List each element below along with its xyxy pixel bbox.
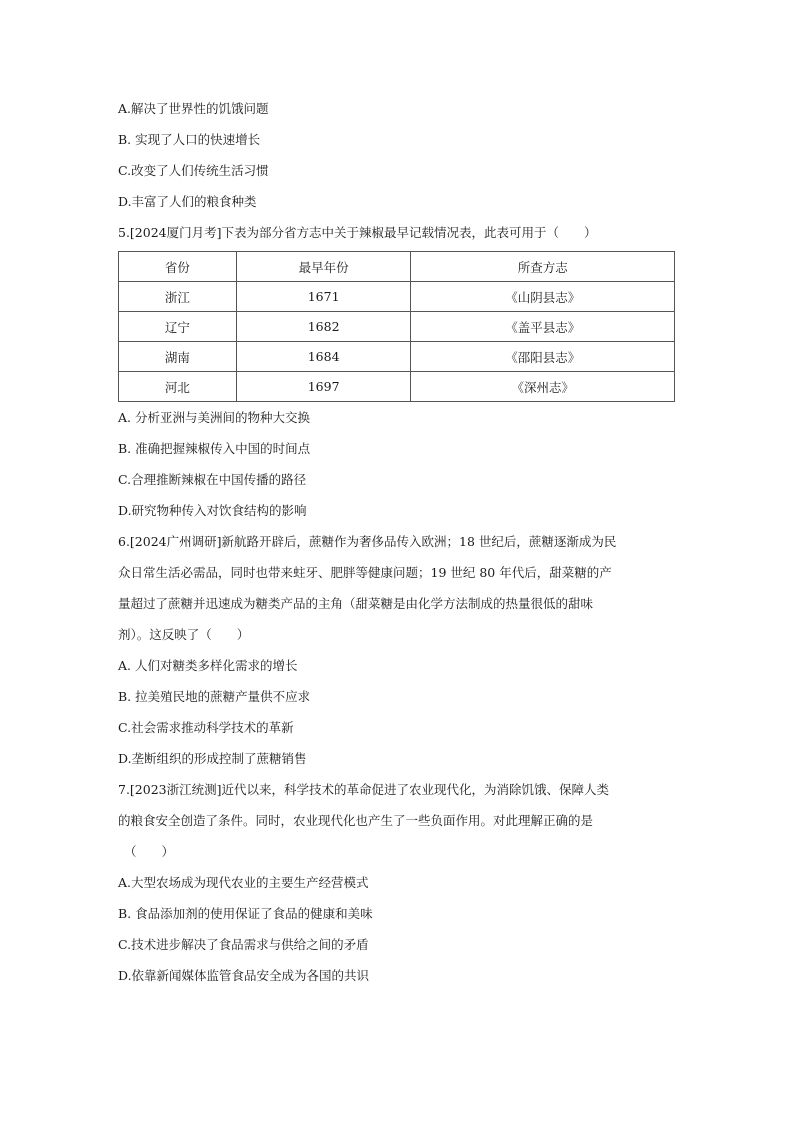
- q5-choice-d: D.研究物种传入对饮食结构的影响: [118, 503, 307, 518]
- table-cell: 浙江: [119, 282, 237, 312]
- q7-choice-c: C.技术进步解决了食品需求与供给之间的矛盾: [118, 937, 369, 952]
- q7-choice-a: A.大型农场成为现代农业的主要生产经营模式: [118, 875, 369, 890]
- table-cell: 湖南: [119, 342, 237, 372]
- table-header-row: [119, 252, 675, 282]
- table-cell: 1697: [236, 372, 411, 402]
- q6-choice-d: D.垄断组织的形成控制了蔗糖销售: [118, 751, 307, 766]
- q7-stem-line-1: 7.[2023浙江统测]近代以来，科学技术的革命促进了农业现代化，为消除饥饿、保障人类: [118, 782, 609, 797]
- q6-choice-c: C.社会需求推动科学技术的革新: [118, 720, 294, 735]
- q7-stem-line-3: （ ）: [124, 844, 175, 859]
- table-header: 所查方志: [411, 252, 675, 282]
- q6-stem-line-3: 量超过了蔗糖并迅速成为糖类产品的主角（甜菜糖是由化学方法制成的热量很低的甜味: [118, 596, 594, 611]
- table-row: [119, 372, 675, 402]
- q5-table: [118, 251, 675, 402]
- table-header: 最早年份: [236, 252, 411, 282]
- q6-choice-a: A. 人们对糖类多样化需求的增长: [118, 658, 298, 673]
- q6-stem-line-2: 众日常生活必需品，同时也带来蛀牙、肥胖等健康问题；19 世纪 80 年代后，甜菜糖的产: [118, 565, 612, 580]
- table-cell: 《山阴县志》: [411, 282, 675, 312]
- table-row: [119, 282, 675, 312]
- table-row: [119, 342, 675, 372]
- q7-stem-line-2: 的粮食安全创造了条件。同时，农业现代化也产生了一些负面作用。对此理解正确的是: [118, 813, 594, 828]
- prev-choice-a: A.解决了世界性的饥饿问题: [118, 101, 269, 116]
- table-cell: 辽宁: [119, 312, 237, 342]
- q6-stem-line-1: 6.[2024广州调研]新航路开辟后，蔗糖作为奢侈品传入欧洲；18 世纪后，蔗糖逐渐成为民: [118, 534, 617, 549]
- table-cell: 河北: [119, 372, 237, 402]
- table-cell: 1671: [236, 282, 411, 312]
- q6-stem-line-4: 剂）。这反映了（ ）: [118, 627, 250, 642]
- prev-choice-c: C.改变了人们传统生活习惯: [118, 163, 269, 178]
- prev-choice-d: D.丰富了人们的粮食种类: [118, 194, 257, 209]
- q7-choice-b: B. 食品添加剂的使用保证了食品的健康和美味: [118, 906, 373, 921]
- table-cell: 《深州志》: [411, 372, 675, 402]
- table-cell: 《邵阳县志》: [411, 342, 675, 372]
- table-cell: 1682: [236, 312, 411, 342]
- prev-choice-b: B. 实现了人口的快速增长: [118, 132, 261, 147]
- table-cell: 1684: [236, 342, 411, 372]
- q5-stem: 5.[2024厦门月考]下表为部分省方志中关于辣椒最早记载情况表，此表可用于（ ）: [118, 225, 597, 240]
- q5-choice-a: A. 分析亚洲与美洲间的物种大交换: [118, 410, 310, 425]
- table-cell: 《盖平县志》: [411, 312, 675, 342]
- q5-choice-c: C.合理推断辣椒在中国传播的路径: [118, 472, 307, 487]
- q6-choice-b: B. 拉美殖民地的蔗糖产量供不应求: [118, 689, 311, 704]
- table-row: [119, 312, 675, 342]
- q5-choice-b: B. 准确把握辣椒传入中国的时间点: [118, 441, 311, 456]
- q7-choice-d: D.依靠新闻媒体监管食品安全成为各国的共识: [118, 968, 370, 983]
- table-header: 省份: [119, 252, 237, 282]
